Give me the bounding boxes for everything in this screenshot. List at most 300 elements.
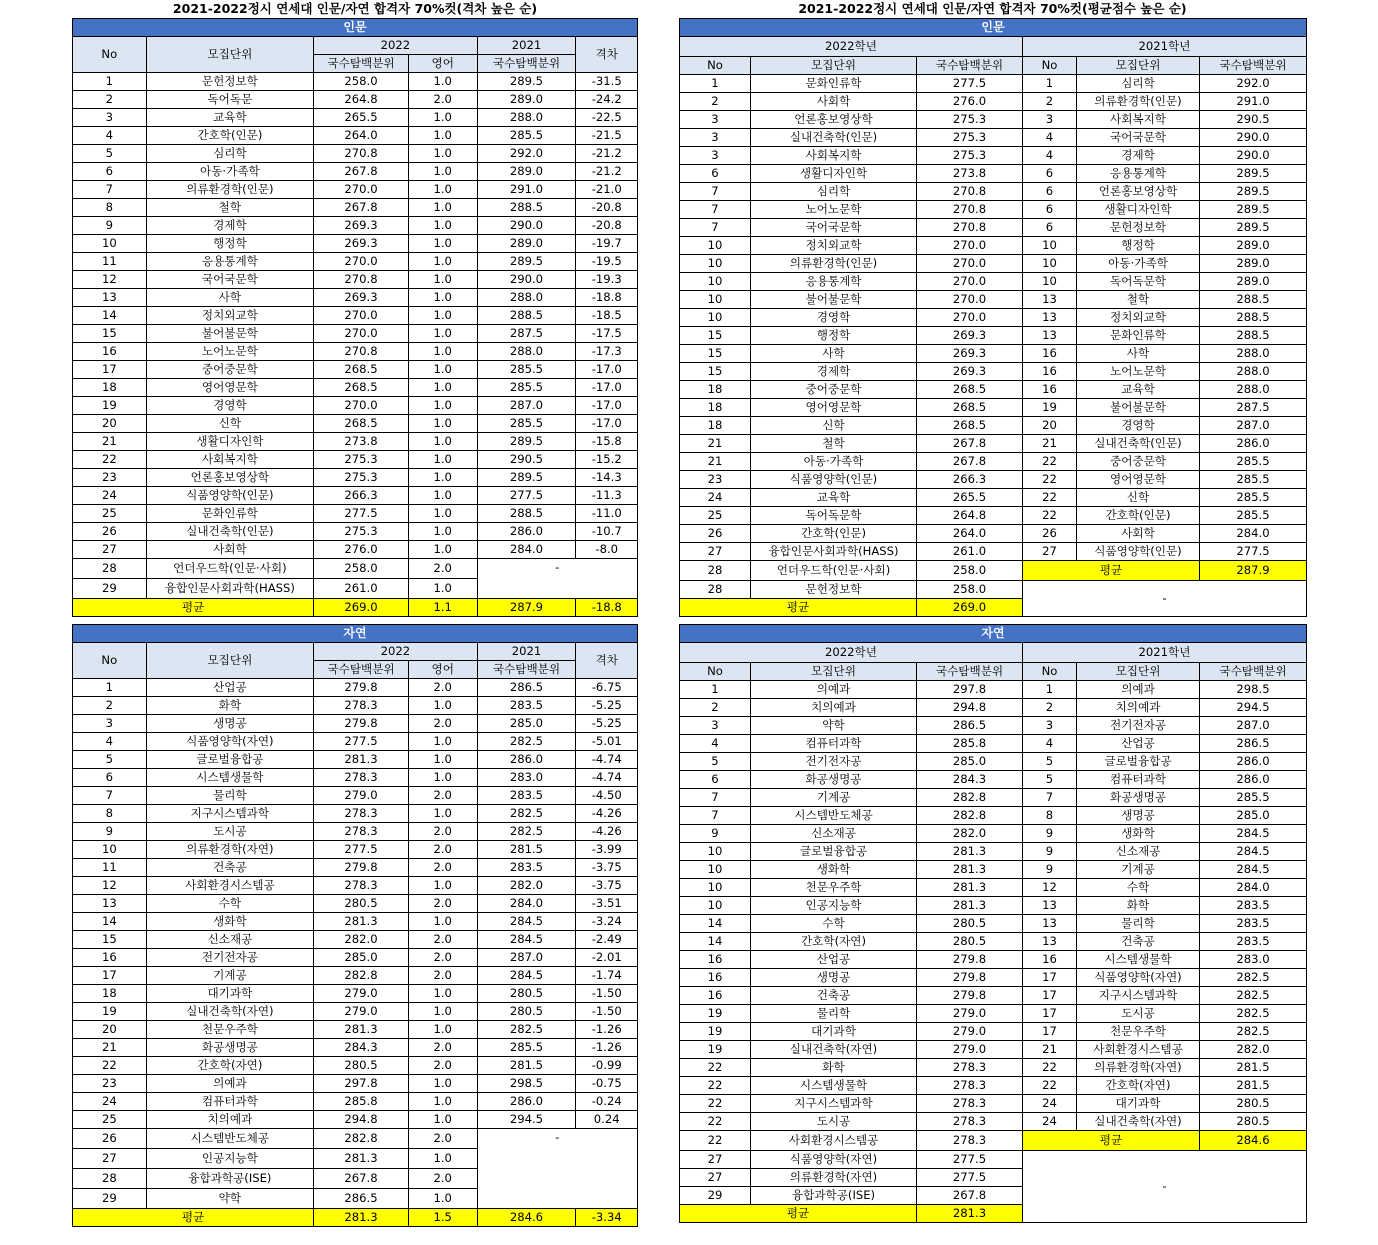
cell-unit: 인공지능학 <box>146 1149 313 1169</box>
cell-score-2021: 281.5 <box>477 1057 576 1075</box>
right-humanities-table <box>679 18 1307 617</box>
cell-2022-unit: 의류환경학(자연) <box>751 1169 917 1187</box>
cell-gap: -5.25 <box>576 715 638 733</box>
cell-unit: 화학 <box>146 697 313 715</box>
cell-2021-score: 286.5 <box>1200 735 1307 753</box>
cell-score-2022: 281.3 <box>314 1149 409 1169</box>
cell-score-2022: 270.8 <box>314 145 409 163</box>
cell-no: 29 <box>73 579 147 599</box>
table-row <box>680 183 1307 201</box>
cell-english: 1.0 <box>408 361 477 379</box>
cell-2021-unit: 문헌정보학 <box>1077 219 1200 237</box>
table-row <box>680 699 1307 717</box>
cell-score-2021: 287.0 <box>477 949 576 967</box>
cell-unit: 경영학 <box>146 397 313 415</box>
cell-no: 11 <box>73 859 147 877</box>
cell-unit: 치의예과 <box>146 1111 313 1129</box>
cell-unit: 독어독문 <box>146 91 313 109</box>
cell-english: 1.0 <box>408 307 477 325</box>
cell-gap: -1.50 <box>576 1003 638 1021</box>
header-2021: 2021 <box>477 37 576 55</box>
cell-unit: 도시공 <box>146 823 313 841</box>
cell-gap: -4.74 <box>576 751 638 769</box>
cell-no: 19 <box>73 397 147 415</box>
cell-2021-no: 6 <box>1023 219 1077 237</box>
cell-2021-unit: 천문우주학 <box>1077 1023 1200 1041</box>
cell-gap: -4.26 <box>576 805 638 823</box>
average-2022: 281.3 <box>314 1209 409 1227</box>
cell-2022-unit: 실내건축학(인문) <box>751 129 917 147</box>
cell-2021-score: 285.5 <box>1200 507 1307 525</box>
cell-2022-no: 22 <box>680 1113 751 1131</box>
cell-gap: 0.24 <box>576 1111 638 1129</box>
cell-2022-no: 19 <box>680 1005 751 1023</box>
header-percentile-2022: 국수탐백분위 <box>314 661 409 679</box>
cell-2022-unit: 의예과 <box>751 681 917 699</box>
table-row <box>680 561 1307 581</box>
table-row <box>73 145 638 163</box>
section-header: 인문 <box>680 19 1307 37</box>
cell-2022-no: 10 <box>680 291 751 309</box>
cell-gap: -17.5 <box>576 325 638 343</box>
header-row <box>680 37 1307 57</box>
cell-english: 2.0 <box>408 823 477 841</box>
cell-2022-unit: 컴퓨터과학 <box>751 735 917 753</box>
table-row <box>680 75 1307 93</box>
cell-2021-unit: 영어영문학 <box>1077 471 1200 489</box>
cell-2022-score: 281.3 <box>917 861 1023 879</box>
cell-score-2022: 282.0 <box>314 931 409 949</box>
cell-gap: -11.3 <box>576 487 638 505</box>
cell-score-2022: 270.8 <box>314 271 409 289</box>
cell-score-2021: 283.5 <box>477 697 576 715</box>
header-percentile: 국수탐백분위 <box>917 663 1023 681</box>
cell-2022-no: 27 <box>680 1151 751 1169</box>
cell-2021-no: 17 <box>1023 987 1077 1005</box>
cell-2022-unit: 아동·가족학 <box>751 453 917 471</box>
cell-2022-unit: 인공지능학 <box>751 897 917 915</box>
cell-score-2022: 275.3 <box>314 469 409 487</box>
cell-english: 2.0 <box>408 559 477 579</box>
cell-2021-score: 284.0 <box>1200 525 1307 543</box>
cell-english: 1.0 <box>408 469 477 487</box>
cell-score-2021: 288.5 <box>477 307 576 325</box>
cell-gap: -1.74 <box>576 967 638 985</box>
table-row <box>73 91 638 109</box>
cell-score-2022: 268.5 <box>314 379 409 397</box>
cell-2022-no: 1 <box>680 75 751 93</box>
cell-english: 2.0 <box>408 1039 477 1057</box>
cell-2022-no: 26 <box>680 525 751 543</box>
empty-2021-cell: - <box>1023 1151 1307 1223</box>
cell-2022-score: 278.3 <box>917 1095 1023 1113</box>
cell-2022-no: 18 <box>680 417 751 435</box>
cell-2021-unit: 시스템생물학 <box>1077 951 1200 969</box>
cell-2021-score: 288.5 <box>1200 309 1307 327</box>
cell-unit: 건축공 <box>146 859 313 877</box>
table-row <box>73 325 638 343</box>
cell-2022-no: 23 <box>680 471 751 489</box>
cell-score-2022: 282.8 <box>314 967 409 985</box>
cell-english: 2.0 <box>408 895 477 913</box>
cell-2021-no: 7 <box>1023 789 1077 807</box>
cell-2021-unit: 산업공 <box>1077 735 1200 753</box>
cell-2022-unit: 융합인문사회과학(HASS) <box>751 543 917 561</box>
cell-2021-no: 10 <box>1023 237 1077 255</box>
cell-no: 23 <box>73 469 147 487</box>
cell-english: 2.0 <box>408 931 477 949</box>
cell-2022-no: 22 <box>680 1131 751 1151</box>
cell-english: 1.0 <box>408 1093 477 1111</box>
table-row <box>680 453 1307 471</box>
cell-no: 25 <box>73 1111 147 1129</box>
cell-2022-score: 270.8 <box>917 219 1023 237</box>
cell-2022-no: 6 <box>680 771 751 789</box>
right-title: 2021-2022정시 연세대 인문/자연 합격자 70%컷(평균점수 높은 순) <box>798 1 1187 16</box>
cell-2021-score: 284.5 <box>1200 825 1307 843</box>
cell-2021-score: 281.5 <box>1200 1077 1307 1095</box>
cell-2021-unit: 사회환경시스템공 <box>1077 1041 1200 1059</box>
cell-score-2021: 285.5 <box>477 379 576 397</box>
cell-2021-score: 287.0 <box>1200 417 1307 435</box>
cell-2022-score: 258.0 <box>917 581 1023 599</box>
table-row <box>680 879 1307 897</box>
cell-2021-unit: 건축공 <box>1077 933 1200 951</box>
cell-gap: -19.5 <box>576 253 638 271</box>
cell-no: 10 <box>73 235 147 253</box>
cell-score-2022: 277.5 <box>314 733 409 751</box>
cell-no: 16 <box>73 343 147 361</box>
cell-2021-score: 289.0 <box>1200 237 1307 255</box>
cell-2021-no: 2 <box>1023 93 1077 111</box>
right-science-table <box>679 624 1307 1223</box>
cell-2021-unit: 경영학 <box>1077 417 1200 435</box>
cell-2022-score: 281.3 <box>917 879 1023 897</box>
table-row <box>680 147 1307 165</box>
cell-english: 2.0 <box>408 967 477 985</box>
cell-2021-unit: 문화인류학 <box>1077 327 1200 345</box>
cell-2021-score: 294.5 <box>1200 699 1307 717</box>
cell-no: 26 <box>73 523 147 541</box>
cell-gap: -17.3 <box>576 343 638 361</box>
table-row <box>73 415 638 433</box>
cell-score-2022: 277.5 <box>314 505 409 523</box>
cell-2021-unit: 정치외교학 <box>1077 309 1200 327</box>
header-percentile-2021: 국수탐백분위 <box>477 661 576 679</box>
cell-2022-no: 5 <box>680 753 751 771</box>
cell-2022-score: 282.8 <box>917 807 1023 825</box>
cell-score-2022: 278.3 <box>314 877 409 895</box>
table-row <box>73 823 638 841</box>
cell-2021-score: 285.5 <box>1200 453 1307 471</box>
cell-english: 1.0 <box>408 325 477 343</box>
cell-score-2021: 285.5 <box>477 415 576 433</box>
cell-score-2021: 288.0 <box>477 343 576 361</box>
cell-2021-no: 2 <box>1023 699 1077 717</box>
cell-unit: 약학 <box>146 1189 313 1209</box>
cell-2022-score: 279.0 <box>917 1005 1023 1023</box>
cell-2022-unit: 생활디자인학 <box>751 165 917 183</box>
cell-2021-no: 20 <box>1023 417 1077 435</box>
cell-unit: 물리학 <box>146 787 313 805</box>
table-row <box>680 381 1307 399</box>
cell-2022-score: 280.5 <box>917 933 1023 951</box>
cell-score-2022: 281.3 <box>314 913 409 931</box>
cell-no: 2 <box>73 697 147 715</box>
table-row <box>680 417 1307 435</box>
cell-score-2022: 264.0 <box>314 127 409 145</box>
cell-2021-no: 16 <box>1023 363 1077 381</box>
cell-2021-score: 284.5 <box>1200 861 1307 879</box>
cell-2022-unit: 문헌정보학 <box>751 581 917 599</box>
left-humanities-table <box>72 18 638 617</box>
average-english: 1.1 <box>408 599 477 617</box>
cell-english: 1.0 <box>408 805 477 823</box>
cell-2022-score: 273.8 <box>917 165 1023 183</box>
cell-gap: -3.99 <box>576 841 638 859</box>
cell-english: 1.0 <box>408 985 477 1003</box>
table-row <box>73 235 638 253</box>
cell-2022-unit: 철학 <box>751 435 917 453</box>
cell-gap: -20.8 <box>576 217 638 235</box>
cell-english: 1.0 <box>408 235 477 253</box>
cell-english: 1.0 <box>408 181 477 199</box>
average-2021-label: 평균 <box>1023 1131 1200 1151</box>
cell-2022-unit: 전기전자공 <box>751 753 917 771</box>
cell-unit: 철학 <box>146 199 313 217</box>
cell-2022-no: 10 <box>680 255 751 273</box>
cell-2021-score: 281.5 <box>1200 1059 1307 1077</box>
cell-score-2022: 265.5 <box>314 109 409 127</box>
cell-unit: 실내건축학(자연) <box>146 1003 313 1021</box>
cell-no: 3 <box>73 715 147 733</box>
cell-2021-score: 282.5 <box>1200 969 1307 987</box>
header-unit: 모집단위 <box>146 643 313 679</box>
cell-unit: 언더우드학(인문·사회) <box>146 559 313 579</box>
cell-score-2021: 289.0 <box>477 163 576 181</box>
cell-gap: -3.24 <box>576 913 638 931</box>
cell-2021-no: 16 <box>1023 381 1077 399</box>
average-2022: 269.0 <box>314 599 409 617</box>
cell-2021-no: 13 <box>1023 933 1077 951</box>
cell-2021-no: 13 <box>1023 309 1077 327</box>
cell-score-2021: 282.5 <box>477 733 576 751</box>
cell-2022-no: 16 <box>680 987 751 1005</box>
cell-score-2021: 287.5 <box>477 325 576 343</box>
average-gap: -18.8 <box>576 599 638 617</box>
table-row <box>73 199 638 217</box>
table-row <box>680 525 1307 543</box>
cell-2022-unit: 경제학 <box>751 363 917 381</box>
cell-no: 7 <box>73 181 147 199</box>
cell-no: 14 <box>73 913 147 931</box>
cell-2022-no: 3 <box>680 147 751 165</box>
cell-unit: 글로벌융합공 <box>146 751 313 769</box>
cell-gap: -22.5 <box>576 109 638 127</box>
cell-score-2021: 298.5 <box>477 1075 576 1093</box>
cell-score-2021: 288.5 <box>477 505 576 523</box>
cell-2022-unit: 사회복지학 <box>751 147 917 165</box>
cell-2021-score: 282.5 <box>1200 1005 1307 1023</box>
cell-no: 10 <box>73 841 147 859</box>
table-row <box>680 1113 1307 1131</box>
cell-score-2022: 279.8 <box>314 679 409 697</box>
cell-no: 13 <box>73 289 147 307</box>
cell-2021-unit: 글로벌융합공 <box>1077 753 1200 771</box>
cell-2022-unit: 독어독문학 <box>751 507 917 525</box>
cell-2021-unit: 중어중문학 <box>1077 453 1200 471</box>
cell-2021-score: 283.5 <box>1200 933 1307 951</box>
table-row <box>680 1023 1307 1041</box>
cell-2021-unit: 생명공 <box>1077 807 1200 825</box>
table-row <box>73 1093 638 1111</box>
cell-english: 1.0 <box>408 579 477 599</box>
cell-2021-no: 9 <box>1023 825 1077 843</box>
cell-2021-score: 285.5 <box>1200 789 1307 807</box>
header-2022: 2022학년 <box>680 643 1023 663</box>
cell-2021-unit: 식품영양학(인문) <box>1077 543 1200 561</box>
cell-score-2022: 268.5 <box>314 361 409 379</box>
cell-score-2022: 278.3 <box>314 697 409 715</box>
cell-english: 2.0 <box>408 1169 477 1189</box>
table-row <box>680 165 1307 183</box>
cell-gap: -6.75 <box>576 679 638 697</box>
cell-2022-score: 265.5 <box>917 489 1023 507</box>
cell-2021-score: 285.5 <box>1200 471 1307 489</box>
cell-2022-score: 286.5 <box>917 717 1023 735</box>
cell-2022-unit: 화학 <box>751 1059 917 1077</box>
cell-2021-score: 292.0 <box>1200 75 1307 93</box>
table-row <box>73 859 638 877</box>
cell-2022-no: 7 <box>680 807 751 825</box>
cell-2022-score: 279.0 <box>917 1041 1023 1059</box>
cell-2022-unit: 산업공 <box>751 951 917 969</box>
table-row <box>680 327 1307 345</box>
cell-no: 27 <box>73 1149 147 1169</box>
cell-2021-unit: 신학 <box>1077 489 1200 507</box>
cell-2022-score: 264.8 <box>917 507 1023 525</box>
table-row <box>73 559 638 579</box>
table-row <box>680 951 1307 969</box>
cell-score-2021: 289.0 <box>477 235 576 253</box>
header-2021: 2021 <box>477 643 576 661</box>
cell-2022-unit: 신학 <box>751 417 917 435</box>
cell-2021-score: 288.5 <box>1200 291 1307 309</box>
cell-gap: -3.75 <box>576 877 638 895</box>
table-row <box>73 769 638 787</box>
cell-2022-no: 10 <box>680 237 751 255</box>
cell-score-2022: 267.8 <box>314 1169 409 1189</box>
cell-gap: -21.0 <box>576 181 638 199</box>
cell-2022-unit: 식품영양학(자연) <box>751 1151 917 1169</box>
table-row <box>680 237 1307 255</box>
average-2021: 287.9 <box>1200 561 1307 581</box>
table-row <box>73 751 638 769</box>
table-row <box>73 505 638 523</box>
table-row <box>73 913 638 931</box>
cell-2021-unit: 실내건축학(자연) <box>1077 1113 1200 1131</box>
cell-unit: 중어중문학 <box>146 361 313 379</box>
cell-2022-unit: 식품영양학(인문) <box>751 471 917 489</box>
cell-no: 8 <box>73 199 147 217</box>
cell-unit: 융합과학공(ISE) <box>146 1169 313 1189</box>
table-row <box>680 435 1307 453</box>
cell-score-2021: 289.5 <box>477 469 576 487</box>
cell-score-2021: 284.0 <box>477 541 576 559</box>
cell-unit: 천문우주학 <box>146 1021 313 1039</box>
cell-unit: 실내건축학(인문) <box>146 523 313 541</box>
cell-2022-no: 16 <box>680 951 751 969</box>
cell-2021-unit: 응용통계학 <box>1077 165 1200 183</box>
cell-score-2021: 284.5 <box>477 967 576 985</box>
header-no: No <box>1023 663 1077 681</box>
cell-score-2022: 281.3 <box>314 1021 409 1039</box>
table-row <box>680 771 1307 789</box>
cell-score-2022: 269.3 <box>314 235 409 253</box>
cell-no: 13 <box>73 895 147 913</box>
average-gap: -3.34 <box>576 1209 638 1227</box>
cell-2022-unit: 응용통계학 <box>751 273 917 291</box>
cell-no: 5 <box>73 145 147 163</box>
cell-2021-no: 3 <box>1023 717 1077 735</box>
cell-2021-score: 280.5 <box>1200 1113 1307 1131</box>
cell-score-2022: 277.5 <box>314 841 409 859</box>
table-row <box>680 399 1307 417</box>
cell-no: 28 <box>73 559 147 579</box>
table-row <box>73 895 638 913</box>
cell-2022-score: 279.8 <box>917 969 1023 987</box>
cell-2022-unit: 시스템생물학 <box>751 1077 917 1095</box>
cell-2021-unit: 언론홍보영상학 <box>1077 183 1200 201</box>
cell-english: 1.0 <box>408 1003 477 1021</box>
left-science-table <box>72 624 638 1227</box>
cell-2022-no: 3 <box>680 717 751 735</box>
cell-2022-no: 15 <box>680 363 751 381</box>
cell-english: 1.0 <box>408 505 477 523</box>
cell-no: 3 <box>73 109 147 127</box>
cell-2022-unit: 간호학(인문) <box>751 525 917 543</box>
cell-2022-score: 266.3 <box>917 471 1023 489</box>
cell-2021-no: 21 <box>1023 1041 1077 1059</box>
cell-2022-no: 15 <box>680 327 751 345</box>
table-row <box>73 73 638 91</box>
cell-2022-unit: 국어국문학 <box>751 219 917 237</box>
header-percentile-2022: 국수탐백분위 <box>314 55 409 73</box>
cell-score-2022: 279.0 <box>314 985 409 1003</box>
cell-english: 1.0 <box>408 1111 477 1129</box>
cell-score-2022: 270.0 <box>314 253 409 271</box>
cell-2022-no: 9 <box>680 825 751 843</box>
table-row <box>73 967 638 985</box>
cell-no: 28 <box>73 1169 147 1189</box>
cell-english: 1.0 <box>408 1189 477 1209</box>
cell-2022-unit: 교육학 <box>751 489 917 507</box>
average-label: 평균 <box>73 1209 314 1227</box>
cell-2022-score: 268.5 <box>917 399 1023 417</box>
left-title: 2021-2022정시 연세대 인문/자연 합격자 70%컷(격차 높은 순) <box>172 1 538 16</box>
cell-unit: 교육학 <box>146 109 313 127</box>
table-row <box>680 807 1307 825</box>
cell-2022-score: 267.8 <box>917 435 1023 453</box>
cell-score-2022: 279.0 <box>314 787 409 805</box>
cell-english: 2.0 <box>408 715 477 733</box>
cell-2021-no: 5 <box>1023 753 1077 771</box>
cell-unit: 의류환경학(자연) <box>146 841 313 859</box>
cell-english: 2.0 <box>408 1129 477 1149</box>
cell-gap: -0.99 <box>576 1057 638 1075</box>
table-row <box>73 109 638 127</box>
cell-2021-no: 4 <box>1023 129 1077 147</box>
